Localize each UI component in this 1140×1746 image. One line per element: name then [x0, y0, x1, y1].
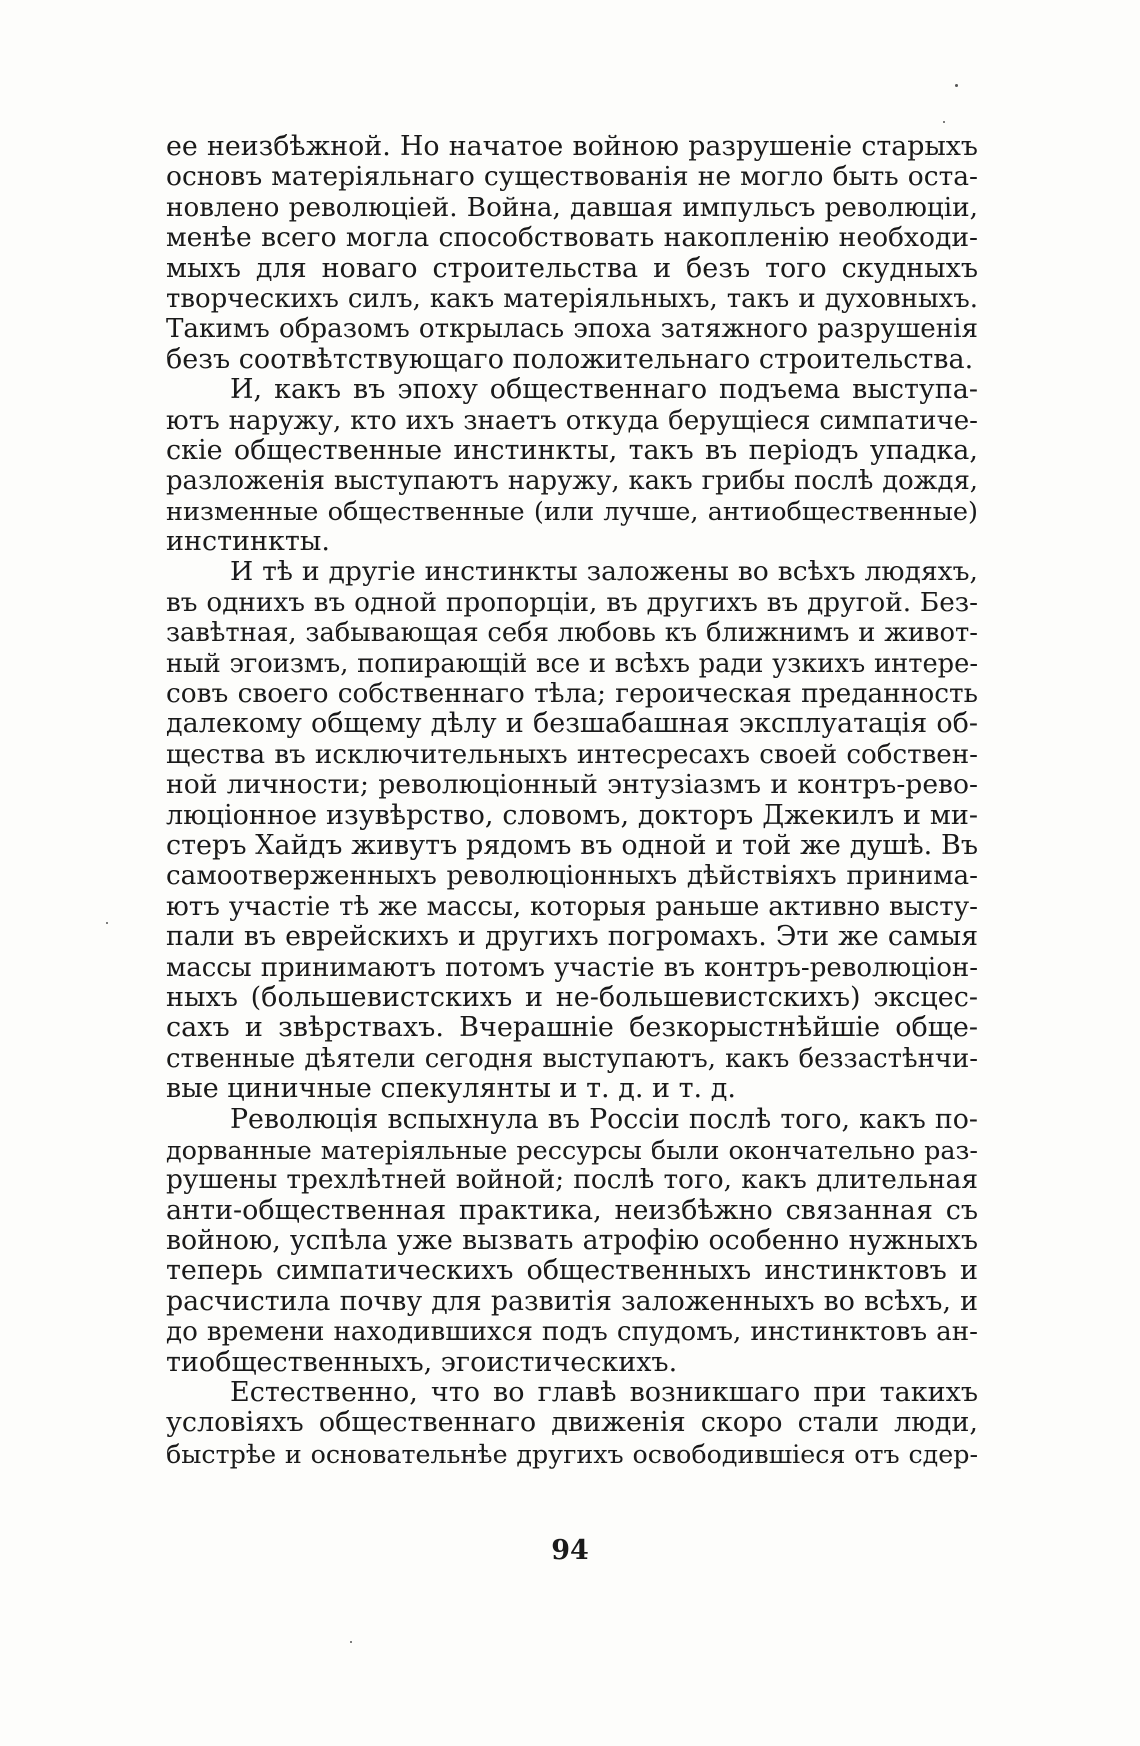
text-line: люціонное изувѣрство, словомъ, докторъ Джекилъ и ми-	[166, 800, 978, 831]
text-line: сахъ и звѣрствахъ. Вчерашніе безкорыстнѣйшіе обще-	[166, 1013, 978, 1044]
text-line: въ однихъ въ одной пропорціи, въ другихъ въ другой. Без-	[166, 587, 978, 618]
text-line: скіе общественные инстинкты, такъ въ періодъ упадка,	[166, 435, 978, 466]
text-line: Такимъ образомъ открылась эпоха затяжного разрушенія	[166, 314, 978, 345]
text-line: условіяхъ общественнаго движенія скоро стали люди,	[166, 1408, 978, 1439]
text-line: новлено революціей. Война, давшая импульсъ революціи,	[166, 192, 978, 223]
text-line: теперь симпатическихъ общественныхъ инстинктовъ и	[166, 1256, 978, 1287]
body-text	[166, 132, 978, 1469]
text-line: ственные дѣятели сегодня выступаютъ, какъ беззастѣнчи-	[166, 1043, 978, 1074]
text-line: ныхъ (большевистскихъ и не-большевистскихъ) эксцес-	[166, 982, 978, 1013]
text-line: основъ матеріяльнаго существованія не могло быть оста-	[166, 162, 978, 193]
paragraph-first-line: И тѣ и другіе инстинкты заложены во всѣхъ людяхъ,	[230, 557, 978, 588]
text-line: щества въ исключительныхъ интесресахъ своей собствен-	[166, 739, 978, 770]
text-line: рушены трехлѣтней войной; послѣ того, какъ длительная	[166, 1165, 978, 1196]
print-speck	[943, 121, 945, 123]
text-line: расчистила почву для развитія заложенныхъ во всѣхъ, и	[166, 1286, 978, 1317]
text-line: ее неизбѣжной. Но начатое войною разрушеніе старыхъ	[166, 132, 978, 162]
text-line: тиобщественныхъ, эгоистическихъ.	[166, 1347, 678, 1378]
text-line: ютъ участіе тѣ же массы, которыя раньше активно высту-	[166, 891, 978, 922]
text-line: ный эгоизмъ, попирающій все и всѣхъ ради узкихъ интере-	[166, 648, 978, 679]
text-line: разложенія выступаютъ наружу, какъ грибы послѣ дождя,	[166, 466, 978, 497]
print-speck	[955, 84, 958, 87]
text-line: ной личности; революціонный энтузіазмъ и контръ-рево-	[166, 770, 978, 801]
text-line: низменные общественные (или лучше, антиобщественные)	[166, 496, 978, 527]
text-line: завѣтная, забывающая себя любовь къ ближнимъ и живот-	[166, 618, 978, 649]
text-line: анти-общественная практика, неизбѣжно связанная съ	[166, 1195, 978, 1226]
paragraph-first-line: Естественно, что во главѣ возникшаго при такихъ	[230, 1378, 978, 1409]
text-line: быстрѣе и основательнѣе другихъ освободившіеся отъ сдер-	[166, 1438, 978, 1469]
print-speck	[106, 922, 108, 924]
text-line: менѣе всего могла способствовать накопленію необходи-	[166, 223, 978, 254]
page-number: 94	[551, 1535, 589, 1566]
text-line: стеръ Хайдъ живутъ рядомъ въ одной и той же душѣ. Въ	[166, 830, 978, 861]
text-line: безъ соотвѣтствующаго положительнаго строительства.	[166, 344, 974, 375]
paragraph-first-line: Революція вспыхнула въ Россіи послѣ того, какъ по-	[230, 1104, 978, 1135]
text-line: мыхъ для новаго строительства и безъ того скудныхъ	[166, 253, 978, 284]
text-line: вые циничные спекулянты и т. д. и т. д.	[166, 1074, 736, 1105]
print-speck	[350, 1641, 352, 1643]
text-line: массы принимаютъ потомъ участіе въ контръ-революціон-	[166, 952, 978, 983]
text-line: до времени находившихся подъ спудомъ, инстинктовъ ан-	[166, 1317, 978, 1348]
text-line: дорванные матеріяльные рессурсы были окончательно раз-	[166, 1134, 978, 1165]
text-line: самоотверженныхъ революціонныхъ дѣйствіяхъ принима-	[166, 861, 978, 892]
text-line: войною, успѣла уже вызвать атрофію особенно нужныхъ	[166, 1226, 978, 1257]
text-line: ютъ наружу, кто ихъ знаетъ откуда берущіеся симпатиче-	[166, 405, 978, 436]
text-line: далекому общему дѣлу и безшабашная эксплуатація об-	[166, 709, 978, 740]
text-line: совъ своего собственнаго тѣла; героическая преданность	[166, 679, 978, 710]
text-line: творческихъ силъ, какъ матеріяльныхъ, такъ и духовныхъ.	[166, 283, 978, 314]
text-line: инстинкты.	[166, 527, 330, 558]
text-line: пали въ еврейскихъ и другихъ погромахъ. Эти же самыя	[166, 922, 978, 953]
paragraph-first-line: И, какъ въ эпоху общественнаго подъема выступа-	[230, 375, 978, 406]
